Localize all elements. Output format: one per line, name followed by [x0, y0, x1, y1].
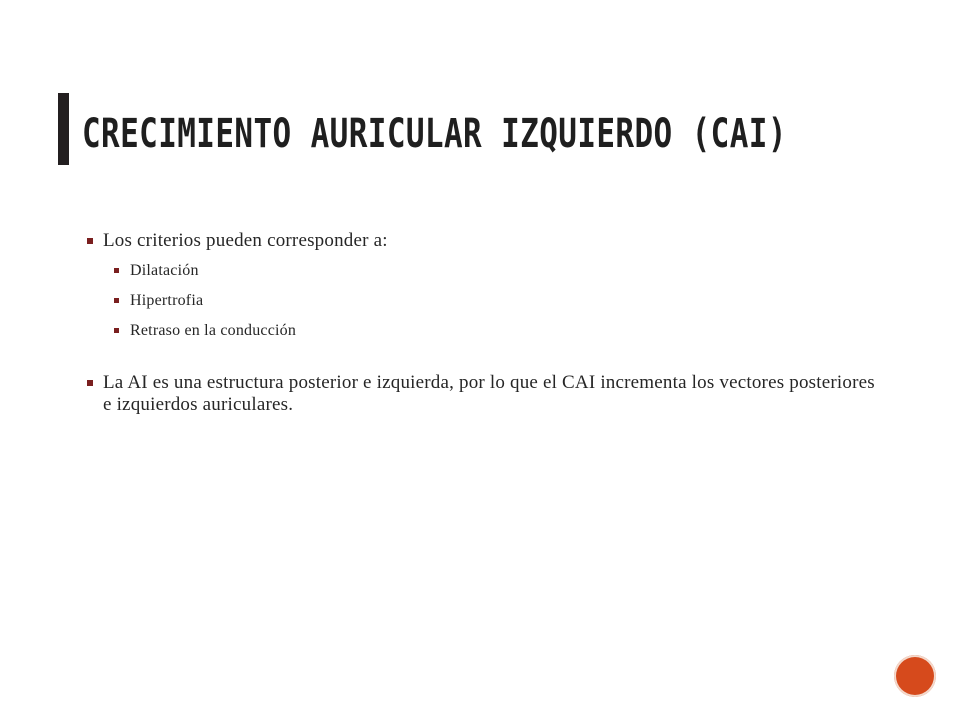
subbullet-retraso: Retraso en la conducción — [113, 321, 876, 340]
subbullet-hipertrofia: Hipertrofia — [113, 291, 876, 310]
slide-content — [86, 228, 876, 416]
bullet-ai-estructura: La AI es una estructura posterior e izquierda, por lo que el CAI incrementa los vectores posteriores e izquierdos auriculares. — [86, 372, 876, 416]
orange-circle-icon — [894, 655, 936, 697]
slide-title: CRECIMIENTO AURICULAR IZQUIERDO (CAI) — [82, 111, 787, 157]
title-accent-bar — [58, 93, 69, 165]
bullet-criterios: Los criterios pueden corresponder a: — [86, 230, 876, 252]
subbullet-dilatacion: Dilatación — [113, 261, 876, 280]
